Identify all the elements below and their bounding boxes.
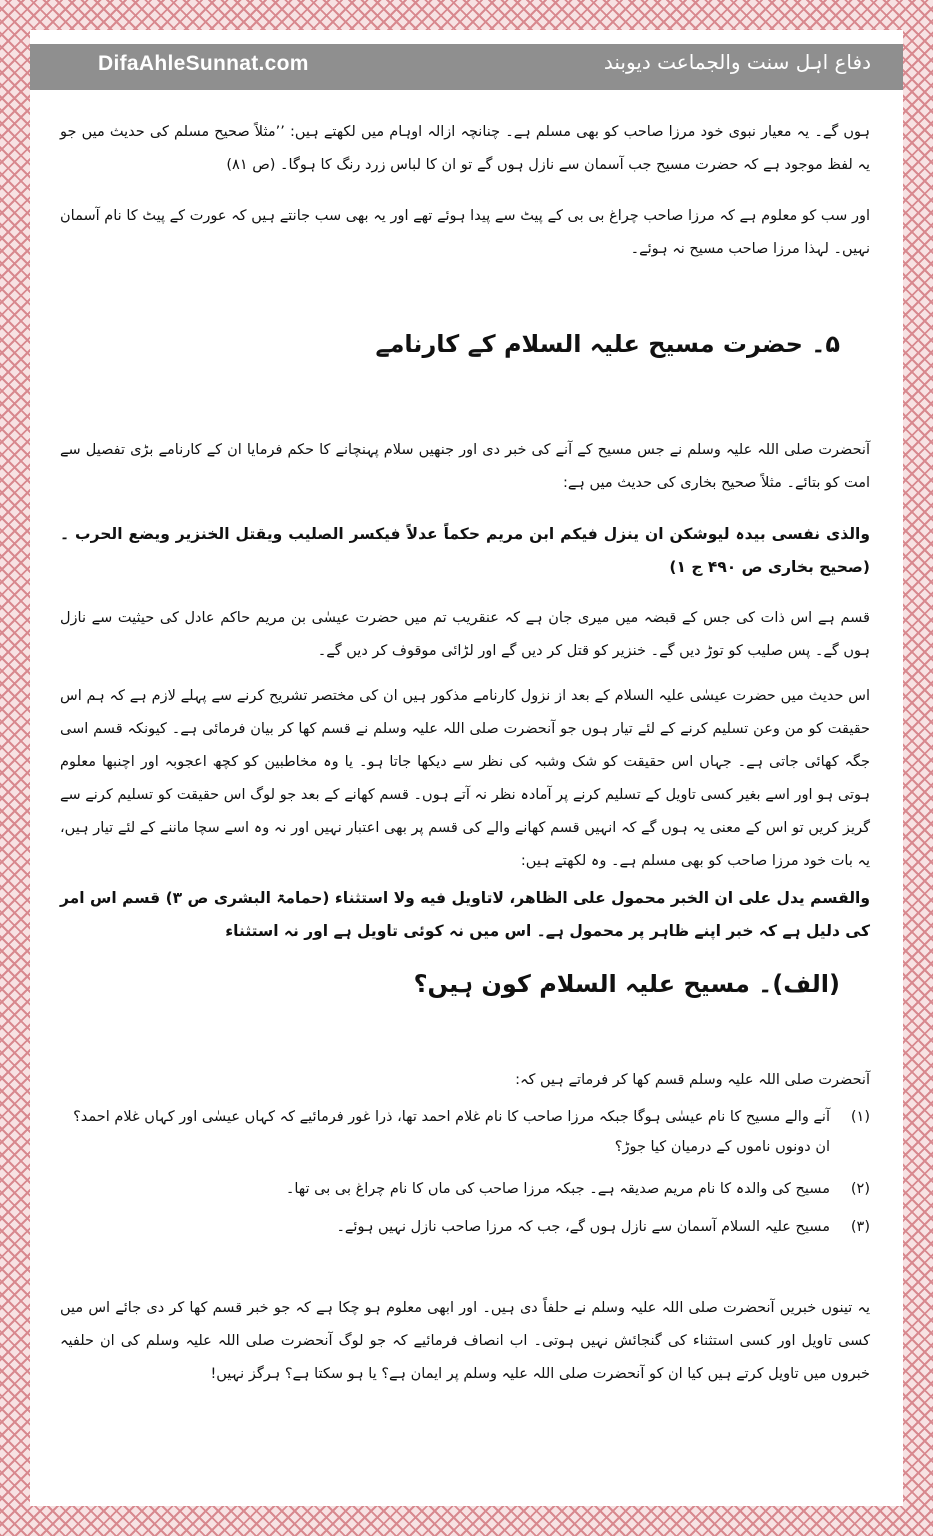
list-number: (۲) [850,1181,870,1197]
site-url[interactable]: DifaAhleSunnat.com [98,52,309,75]
article-body [60,104,870,1504]
list-text: مسیح کی والدہ کا نام مریم صدیقہ ہے۔ جبکہ مرزا صاحب کی ماں کا نام چراغ بی بی تھا۔ [285,1181,830,1197]
header-bar [30,44,903,90]
hadith-translation: قسم ہے اس ذات کی جس کے قبضہ میں میری جان ہے کہ عنقریب تم میں حضرت عیسٰی بن مریم حاکم عادل کی حیثیت سے نازل ہوں گے۔ پس صلیب کو توڑ دیں گے۔ خنزیر کو قتل کر دیں گے اور لڑائی موقوف کر دیں گے۔ [60,610,870,659]
hadith-arabic: والذی نفسی بیدہ لیوشکن ان ینزل فیکم ابن مریم حکماً عدلاً فیکسر الصلیب ویقتل الخنزیر ویضع الحرب ۔ (صحیح بخاری ص ۴۹۰ ج ۱) [60,525,870,576]
paragraph-3: آنحضرت صلی اللہ علیہ وسلم نے جس مسیح کے آنے کی خبر دی اور جنھیں سلام پہنچانے کا حکم فرمایا ان کے کارنامے بڑی تفصیل سے امت کو بتائے۔ مثلاً صحیح بخاری کی حدیث میں ہے: [60,442,870,491]
header-title: دفاع اہل سنت والجماعت دیوبند [603,50,871,74]
list-item [60,1174,870,1204]
paragraph-1: ہوں گے۔ یہ معیار نبوی خود مرزا صاحب کو بھی مسلم ہے۔ چنانچہ ازالہ اوہام میں لکھتے ہیں: ’’مثلاً صحیح مسلم کی حدیث میں جو یہ لفظ موجود ہے کہ حضرت مسیح جب آسمان سے نازل ہوں گے تو ان کا لباس زرد رنگ کا ہوگا۔ (ص ۸۱) [60,124,870,173]
paragraph-5: آنحضرت صلی اللہ علیہ وسلم قسم کھا کر فرماتے ہیں کہ: [515,1072,870,1088]
arabic-quote: والقسم یدل علی ان الخبر محمول علی الظاهر، لاتاویل فیه ولا استثناء (حمامۃ البشری ص ۳) قسم اس امر کی دلیل ہے کہ خبر اپنے ظاہر پر محمول ہے۔ اس میں نہ کوئی تاویل ہے اور نہ استثناء [60,889,870,940]
list-number: (۳) [850,1219,870,1235]
section-heading-5: ۵۔ حضرت مسیح علیہ السلام کے کارنامے [375,330,840,358]
subsection-heading-alif: (الف)۔ مسیح علیہ السلام کون ہیں؟ [413,970,840,998]
list-text: آنے والے مسیح کا نام عیسٰی ہوگا جبکہ مرزا صاحب کا نام غلام احمد تھا، ذرا غور فرمائیے کہ کہاں عیسٰی اور کہاں غلام احمد؟ ان دونوں ناموں کے درمیان کیا جوڑ؟ [73,1109,830,1155]
paragraph-4: اس حدیث میں حضرت عیسٰی علیہ السلام کے بعد از نزول کارنامے مذکور ہیں ان کی مختصر تشریح کرنے سے پہلے لازم ہے کہ ہم اس حقیقت کو من وعن تسلیم کرنے کے لئے تیار ہوں جو آنحضرت صلی اللہ علیہ وسلم نے قسم کھا کر بیان فرمائی ہے۔ کیونکہ قسم اسی جگہ کھائی جاتی ہے۔ جہاں اس حقیقت کو شک وشبہ کی نظر سے دیکھا جاتا ہو۔ یا وہ مخاطبین کو کچھ اعجوبہ اور اچنبھا معلوم ہوتی ہو اور اسے بغیر کسی تاویل کے تسلیم کرنے پر آمادہ نظر نہ آتے ہوں۔ قسم کھانے کے بعد جو لوگ اس حقیقت کو تسلیم کرنے سے گریز کریں تو اس کے معنی یہ ہوں گے کہ انہیں قسم کھانے والے کی قسم پر بھی اعتبار نہیں اور نہ وہ اسے سچا ماننے کے لئے تیار ہیں، یہ بات خود مرزا صاحب کو بھی مسلم ہے۔ وہ لکھتے ہیں: [60,688,870,869]
points-list [60,1102,870,1242]
paragraph-6: یہ تینوں خبریں آنحضرت صلی اللہ علیہ وسلم نے حلفاً دی ہیں۔ اور ابھی معلوم ہو چکا ہے کہ جو خبر قسم کھا کر دی جائے اس میں کسی تاویل اور کسی استثناء کی گنجائش نہیں ہوتی۔ اب انصاف فرمائیے کہ جو لوگ آنحضرت صلی اللہ علیہ وسلم کی ان حلفیہ خبروں میں تاویل کرتے ہیں کیا ان کو آنحضرت صلی اللہ علیہ وسلم پر ایمان ہے؟ یا ہو سکتا ہے؟ ہرگز نہیں! [60,1300,870,1382]
paragraph-2: اور سب کو معلوم ہے کہ مرزا صاحب چراغ بی بی کے پیٹ سے پیدا ہوئے تھے اور یہ بھی سب جانتے ہیں کہ عورت کے پیٹ کا نام آسمان نہیں۔ لہذا مرزا صاحب مسیح نہ ہوئے۔ [60,208,870,257]
list-item [60,1102,870,1162]
list-number: (۱) [850,1109,870,1125]
list-text: مسیح علیہ السلام آسمان سے نازل ہوں گے، جب کہ مرزا صاحب نازل نہیں ہوئے۔ [336,1219,830,1235]
list-item [60,1212,870,1242]
